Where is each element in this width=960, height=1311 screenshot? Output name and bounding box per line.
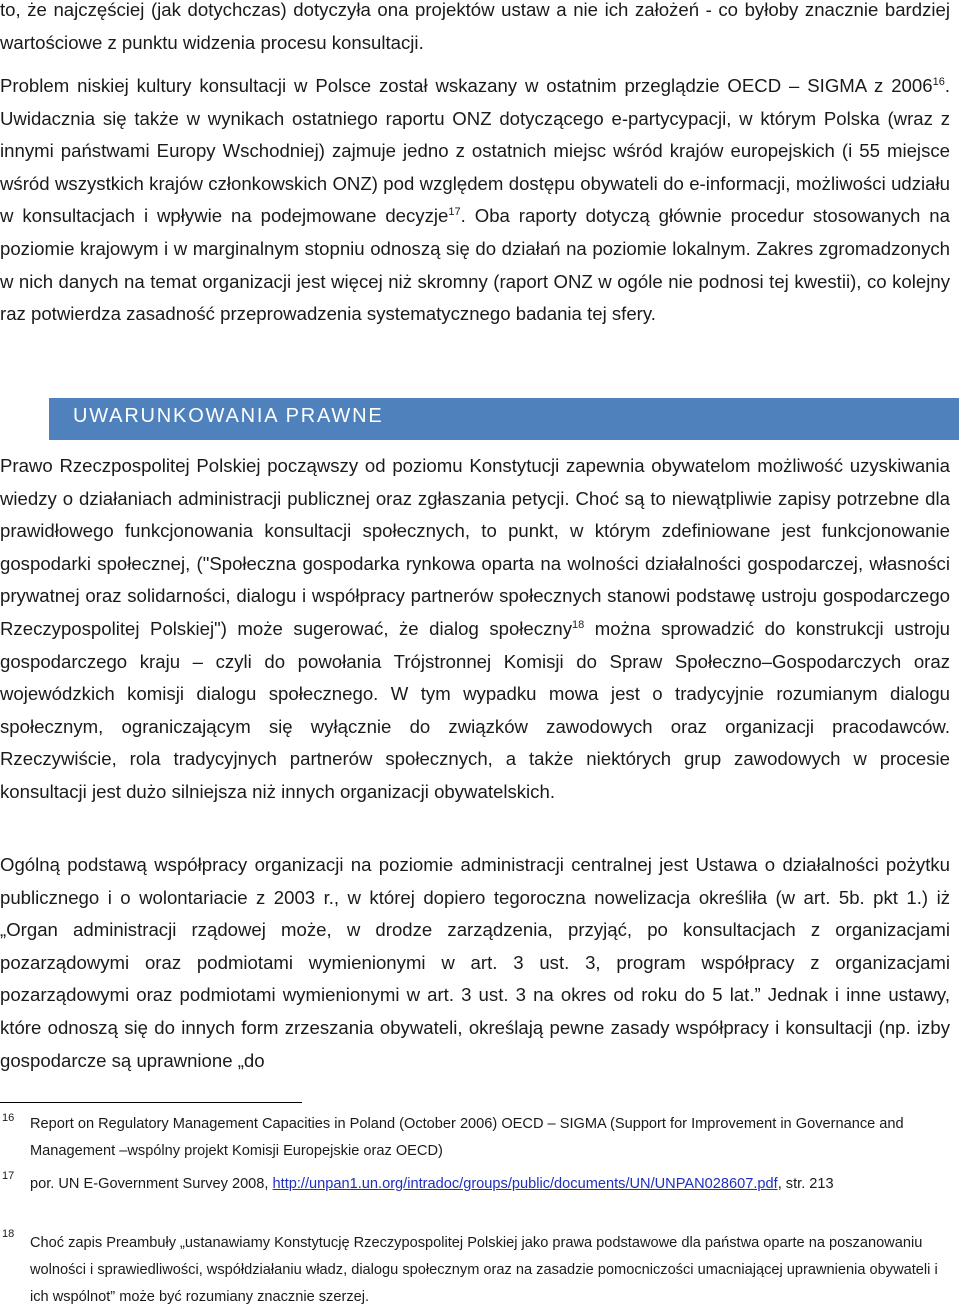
- paragraph-consultation-culture: [0, 70, 950, 331]
- footnote-18: Choć zapis Preambuły „ustanawiamy Konstytucję Rzeczypospolitej Polskiej jako prawa podstawowe dla państwa oparte na poszanowaniu wolności i sprawiedliwości, współdziałaniu władz, dialogu społecznym oraz na zasadzie pomocniczości umacniającej uprawnienia obywateli i ich wspólnot” może być rozumiany znacznie szerzej.: [30, 1235, 938, 1305]
- footnote-text: por. UN E-Government Survey 2008,: [30, 1176, 273, 1192]
- footnote-16: Report on Regulatory Management Capacities in Poland (October 2006) OECD – SIGMA (Support for Improvement in Governance and Management –wspólny projekt Komisji Europejskie oraz OECD): [30, 1116, 904, 1159]
- footnote-number: 16: [2, 1112, 15, 1124]
- footnote-ref-18[interactable]: 18: [572, 618, 585, 631]
- paragraph-text: Problem niskiej kultury konsultacji w Polsce został wskazany w ostatnim przeglądzie OECD – SIGMA z 2006: [0, 75, 933, 96]
- footnote-17: [30, 1171, 950, 1198]
- footnote-ref-17[interactable]: 17: [448, 206, 461, 219]
- paragraph-text: . Oba raporty dotyczą głównie procedur stosowanych na poziomie krajowym i w marginalnym stopniu odnoszą się do działań na poziomie lokalnym. Zakres zgromadzonych w nich danych na temat organizacji jest więcej niż skromny (raport ONZ w ogóle nie podnosi tej kwestii), co kolejny raz potwierdza zasadność przeprowadzenia systematycznego badania tej sfery.: [0, 205, 950, 325]
- footnote-text: , str. 213: [777, 1176, 834, 1192]
- footnote-number: 18: [2, 1228, 15, 1240]
- footnote-ref-16[interactable]: 16: [932, 75, 945, 88]
- paragraph-text: Prawo Rzeczpospolitej Polskiej począwszy od poziomu Konstytucji zapewnia obywatelom możliwość uzyskiwania wiedzy o działaniach administracji publicznej oraz zgłaszania petycji. Choć są to niewątpliwie zapisy potrzebne dla prawidłowego funkcjonowania konsultacji społecznych, to punkt, w którym zdefiniowane jest funkcjonowanie gospodarki społecznej, ("Społeczna gospodarka rynkowa oparta na wolności działalności gospodarczej, własności prywatnej oraz solidarności, dialogu i współpracy partnerów społecznych stanowi podstawę ustroju gospodarczego Rzeczypospolitej Polskiej") może sugerować, że dialog społeczny: [0, 455, 950, 639]
- paragraph-text: . Uwidacznia się także w wynikach ostatniego raportu ONZ dotyczącego e-partycypacji, w którym Polska (wraz z innymi państwami Europy Wschodniej) zajmuje jedno z ostatnich miejsc wśród krajów europejskich (i 55 miejsce wśród wszystkich krajów członkowskich ONZ) pod względem dostępu obywateli do e-informacji, możliwości udziału w konsultacjach i wpływie na podejmowane decyzje: [0, 75, 950, 227]
- section-heading: UWARUNKOWANIA PRAWNE: [73, 405, 384, 427]
- paragraph-legal-conditions: [0, 450, 950, 809]
- paragraph-text: można sprowadzić do konstrukcji ustroju gospodarczego kraju – czyli do powołania Trójstronnej Komisji do Spraw Społeczno–Gospodarczych oraz wojewódzkich komisji dialogu społecznego. W tym wypadku mowa jest o tradycyjnie rozumianym dialogu społecznym, ograniczającym się wyłącznie do związków zawodowych oraz organizacji pracodawców. Rzeczywiście, rola tradycyjnych partnerów społecznych, a także niektórych grup zawodowych w procesie konsultacji jest dużo silniejsza niż innych organizacji obywatelskich.: [0, 617, 951, 802]
- footnote-number: 17: [2, 1170, 15, 1182]
- footnote-separator: [0, 1102, 302, 1103]
- footnote-link[interactable]: http://unpan1.un.org/intradoc/groups/public/documents/UN/UNPAN028607.pdf: [272, 1176, 778, 1192]
- paragraph-public-benefit-act: Ogólną podstawą współpracy organizacji na poziomie administracji centralnej jest Ustawa o działalności pożytku publicznego i o wolontariacie z 2003 r., w której dopiero tegoroczna nowelizacja określiła (w art. 5b. pkt 1.) iż „Organ administracji rządowej może, w drodze zarządzenia, przyjąć, po konsultacjach z organizacjami pozarządowymi oraz podmiotami wymienionymi w art. 3 ust. 3, program współpracy z organizacjami pozarządowymi oraz podmiotami wymienionymi w art. 3 ust. 3 na okres od roku do 5 lat.” Jednak i inne ustawy, które odnoszą się do innych form zrzeszania obywateli, określają pewne zasady współpracy i konsultacji (np. izby gospodarcze są uprawnione „do: [0, 854, 950, 1071]
- paragraph-continuation: to, że najczęściej (jak dotychczas) dotyczyła ona projektów ustaw a nie ich założeń - co byłoby znacznie bardziej wartościowe z punktu widzenia procesu konsultacji.: [0, 0, 950, 53]
- section-heading-band: [49, 398, 959, 440]
